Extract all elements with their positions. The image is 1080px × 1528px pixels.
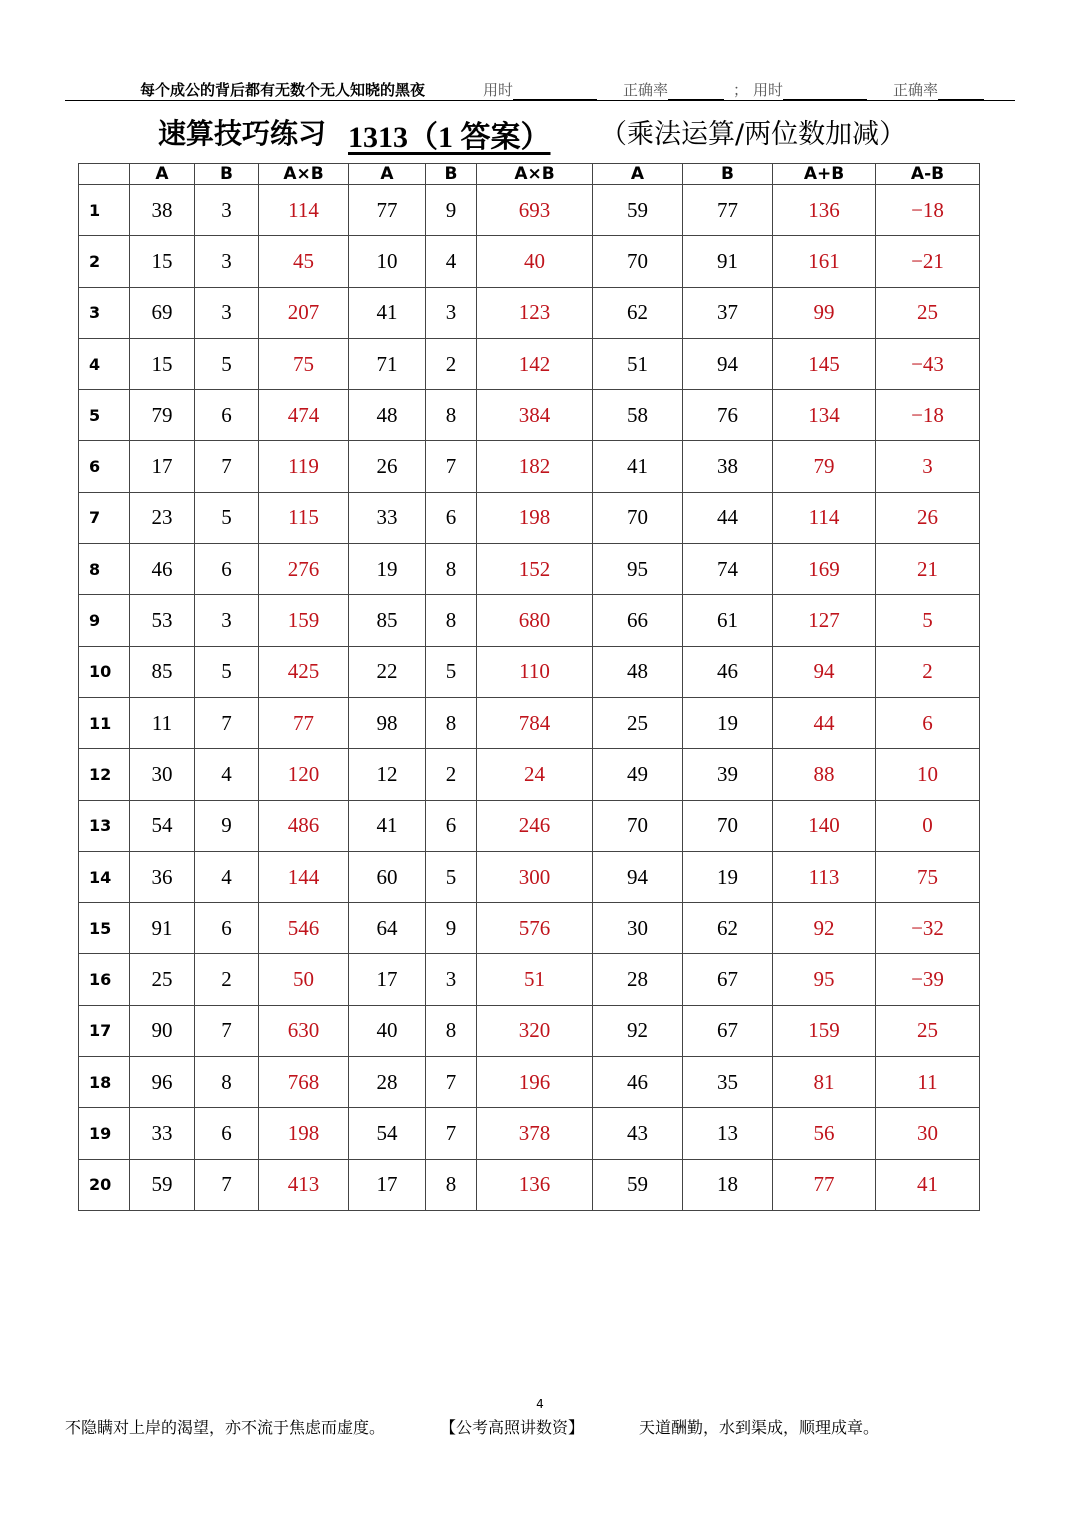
answer-cell: 51	[477, 954, 593, 1005]
answer-cell: 79	[773, 441, 876, 492]
table-row	[79, 236, 980, 287]
operand-cell: 41	[349, 800, 426, 851]
row-index: 8	[79, 544, 130, 595]
row-index: 7	[79, 492, 130, 543]
operand-cell: 51	[593, 338, 683, 389]
table-row	[79, 954, 980, 1005]
operand-cell: 8	[426, 1005, 477, 1056]
answer-cell: 378	[477, 1108, 593, 1159]
operand-cell: 3	[195, 236, 259, 287]
operand-cell: 66	[593, 595, 683, 646]
operand-cell: 12	[349, 749, 426, 800]
time-field-2	[753, 79, 867, 100]
row-index: 16	[79, 954, 130, 1005]
operand-cell: 3	[426, 287, 477, 338]
operand-cell: 48	[349, 390, 426, 441]
operand-cell: 13	[683, 1108, 773, 1159]
answer-cell: 546	[259, 903, 349, 954]
footer-center: 【公考高照讲数资】	[440, 1418, 585, 1437]
answer-cell: 142	[477, 338, 593, 389]
answer-cell: 10	[876, 749, 980, 800]
answer-cell: 115	[259, 492, 349, 543]
operand-cell: 7	[426, 1108, 477, 1159]
answer-cell: 276	[259, 544, 349, 595]
answer-cell: 384	[477, 390, 593, 441]
answer-cell: 152	[477, 544, 593, 595]
operand-cell: 11	[130, 697, 195, 748]
operand-cell: 4	[195, 749, 259, 800]
operand-cell: 94	[593, 851, 683, 902]
column-header: A×B	[259, 164, 349, 185]
row-index: 15	[79, 903, 130, 954]
operand-cell: 7	[195, 697, 259, 748]
operand-cell: 49	[593, 749, 683, 800]
operand-cell: 48	[593, 646, 683, 697]
accuracy-blank-2	[938, 85, 984, 100]
operand-cell: 2	[195, 954, 259, 1005]
time-field-1	[483, 79, 597, 100]
time-label-1: 用时	[483, 81, 514, 99]
answer-cell: 425	[259, 646, 349, 697]
operand-cell: 46	[593, 1057, 683, 1108]
row-index: 10	[79, 646, 130, 697]
answer-cell: 198	[259, 1108, 349, 1159]
operand-cell: 90	[130, 1005, 195, 1056]
table-header-row	[79, 164, 980, 185]
operand-cell: 46	[130, 544, 195, 595]
footer-left: 不隐瞒对上岸的渴望，亦不流于焦虑而虚度。	[65, 1418, 386, 1437]
answer-cell: 474	[259, 390, 349, 441]
table-row	[79, 1108, 980, 1159]
row-index: 6	[79, 441, 130, 492]
answer-cell: 11	[876, 1057, 980, 1108]
answer-cell: 136	[773, 185, 876, 236]
page-title	[0, 110, 1080, 154]
operand-cell: 19	[683, 697, 773, 748]
operand-cell: 46	[683, 646, 773, 697]
operand-cell: 40	[349, 1005, 426, 1056]
operand-cell: 3	[195, 287, 259, 338]
operand-cell: 17	[349, 1159, 426, 1210]
answer-cell: 182	[477, 441, 593, 492]
table-row	[79, 800, 980, 851]
operand-cell: 5	[426, 851, 477, 902]
row-index: 9	[79, 595, 130, 646]
table-row	[79, 338, 980, 389]
answer-cell: 134	[773, 390, 876, 441]
operand-cell: 28	[593, 954, 683, 1005]
operand-cell: 94	[683, 338, 773, 389]
operand-cell: 6	[426, 800, 477, 851]
column-header: A+B	[773, 164, 876, 185]
answer-cell: 161	[773, 236, 876, 287]
accuracy-label-2: 正确率	[893, 81, 939, 99]
operand-cell: 7	[426, 1057, 477, 1108]
footer-right: 天道酬勤，水到渠成，顺理成章。	[639, 1418, 880, 1437]
operand-cell: 61	[683, 595, 773, 646]
answer-cell: 140	[773, 800, 876, 851]
column-header: A-B	[876, 164, 980, 185]
operand-cell: 22	[349, 646, 426, 697]
table-row	[79, 185, 980, 236]
row-index: 17	[79, 1005, 130, 1056]
operand-cell: 69	[130, 287, 195, 338]
table-row	[79, 1159, 980, 1210]
operand-cell: 26	[349, 441, 426, 492]
operand-cell: 9	[426, 903, 477, 954]
answer-cell: 300	[477, 851, 593, 902]
time-blank-1	[513, 85, 597, 100]
answer-cell: 198	[477, 492, 593, 543]
operand-cell: 91	[683, 236, 773, 287]
operand-cell: 35	[683, 1057, 773, 1108]
operand-cell: 96	[130, 1057, 195, 1108]
operand-cell: 7	[426, 441, 477, 492]
column-header	[79, 164, 130, 185]
operand-cell: 30	[593, 903, 683, 954]
table-row	[79, 390, 980, 441]
operand-cell: 15	[130, 236, 195, 287]
operand-cell: 28	[349, 1057, 426, 1108]
operand-cell: 43	[593, 1108, 683, 1159]
answer-cell: 145	[773, 338, 876, 389]
table-row	[79, 287, 980, 338]
row-index: 4	[79, 338, 130, 389]
answer-cell: 24	[477, 749, 593, 800]
table-row	[79, 544, 980, 595]
row-index: 20	[79, 1159, 130, 1210]
operand-cell: 95	[593, 544, 683, 595]
operand-cell: 58	[593, 390, 683, 441]
table-row	[79, 441, 980, 492]
answer-cell: 26	[876, 492, 980, 543]
answer-cell: 99	[773, 287, 876, 338]
page-number: 4	[536, 1397, 544, 1411]
operand-cell: 79	[130, 390, 195, 441]
operand-cell: 5	[426, 646, 477, 697]
row-index: 5	[79, 390, 130, 441]
operand-cell: 77	[349, 185, 426, 236]
operand-cell: 30	[130, 749, 195, 800]
row-index: 3	[79, 287, 130, 338]
answer-cell: 169	[773, 544, 876, 595]
operand-cell: 4	[426, 236, 477, 287]
answer-cell: 40	[477, 236, 593, 287]
operand-cell: 7	[195, 1159, 259, 1210]
table-row	[79, 1057, 980, 1108]
operand-cell: 71	[349, 338, 426, 389]
answer-cell: 95	[773, 954, 876, 1005]
answer-cell: 2	[876, 646, 980, 697]
footer	[65, 1415, 1025, 1439]
row-index: 12	[79, 749, 130, 800]
operand-cell: 10	[349, 236, 426, 287]
operand-cell: 70	[593, 236, 683, 287]
answer-cell: 784	[477, 697, 593, 748]
answer-cell: 159	[259, 595, 349, 646]
row-index: 13	[79, 800, 130, 851]
answer-cell: 123	[477, 287, 593, 338]
column-header: A	[349, 164, 426, 185]
column-header: A	[593, 164, 683, 185]
answer-cell: 680	[477, 595, 593, 646]
operand-cell: 70	[683, 800, 773, 851]
operand-cell: 59	[593, 185, 683, 236]
operand-cell: 41	[593, 441, 683, 492]
operand-cell: 67	[683, 1005, 773, 1056]
answer-cell: 25	[876, 287, 980, 338]
operand-cell: 6	[195, 544, 259, 595]
operand-cell: 9	[426, 185, 477, 236]
table-row	[79, 851, 980, 902]
column-header: A	[130, 164, 195, 185]
answer-cell: 45	[259, 236, 349, 287]
operand-cell: 8	[426, 1159, 477, 1210]
separator: ；	[733, 81, 749, 99]
operand-cell: 62	[683, 903, 773, 954]
row-index: 1	[79, 185, 130, 236]
operand-cell: 6	[195, 1108, 259, 1159]
answer-cell: 196	[477, 1057, 593, 1108]
row-index: 18	[79, 1057, 130, 1108]
operand-cell: 62	[593, 287, 683, 338]
operand-cell: 3	[195, 595, 259, 646]
operand-cell: 39	[683, 749, 773, 800]
answer-cell: 114	[259, 185, 349, 236]
answer-cell: 119	[259, 441, 349, 492]
column-header: B	[195, 164, 259, 185]
operand-cell: 6	[195, 390, 259, 441]
operand-cell: 33	[349, 492, 426, 543]
header-bar	[65, 76, 1015, 101]
answer-cell: 21	[876, 544, 980, 595]
answer-cell: 120	[259, 749, 349, 800]
answer-cell: 413	[259, 1159, 349, 1210]
operand-cell: 98	[349, 697, 426, 748]
operand-cell: 59	[593, 1159, 683, 1210]
accuracy-field-2	[893, 79, 984, 100]
title-number: 1313（1 答案）	[348, 121, 551, 154]
operand-cell: 19	[683, 851, 773, 902]
title-main: 速算技巧练习	[158, 117, 327, 150]
operand-cell: 9	[195, 800, 259, 851]
operand-cell: 15	[130, 338, 195, 389]
operand-cell: 8	[426, 697, 477, 748]
operand-cell: 37	[683, 287, 773, 338]
column-header: B	[426, 164, 477, 185]
operand-cell: 19	[349, 544, 426, 595]
operand-cell: 70	[593, 492, 683, 543]
accuracy-blank-1	[668, 85, 724, 100]
answer-cell: 77	[773, 1159, 876, 1210]
answer-cell: 159	[773, 1005, 876, 1056]
operand-cell: 85	[349, 595, 426, 646]
answer-cell: −18	[876, 390, 980, 441]
operand-cell: 18	[683, 1159, 773, 1210]
operand-cell: 44	[683, 492, 773, 543]
answer-cell: 114	[773, 492, 876, 543]
answer-cell: 94	[773, 646, 876, 697]
answer-cell: 0	[876, 800, 980, 851]
answer-cell: 113	[773, 851, 876, 902]
table-row	[79, 595, 980, 646]
answer-cell: −21	[876, 236, 980, 287]
answer-cell: 576	[477, 903, 593, 954]
operand-cell: 64	[349, 903, 426, 954]
table-row	[79, 749, 980, 800]
answer-cell: −43	[876, 338, 980, 389]
operand-cell: 17	[130, 441, 195, 492]
operand-cell: 2	[426, 749, 477, 800]
row-index: 2	[79, 236, 130, 287]
column-header: A×B	[477, 164, 593, 185]
operand-cell: 7	[195, 441, 259, 492]
operand-cell: 36	[130, 851, 195, 902]
answer-cell: 768	[259, 1057, 349, 1108]
operand-cell: 17	[349, 954, 426, 1005]
answer-cell: 136	[477, 1159, 593, 1210]
operand-cell: 67	[683, 954, 773, 1005]
answer-cell: −39	[876, 954, 980, 1005]
answer-cell: 92	[773, 903, 876, 954]
answer-cell: 81	[773, 1057, 876, 1108]
operand-cell: 74	[683, 544, 773, 595]
operand-cell: 7	[195, 1005, 259, 1056]
operand-cell: 38	[683, 441, 773, 492]
operand-cell: 59	[130, 1159, 195, 1210]
answer-cell: 693	[477, 185, 593, 236]
answer-cell: 630	[259, 1005, 349, 1056]
answer-cell: 25	[876, 1005, 980, 1056]
header-motto: 每个成公的背后都有无数个无人知晓的黑夜	[140, 81, 426, 99]
answer-cell: 207	[259, 287, 349, 338]
operand-cell: 85	[130, 646, 195, 697]
answer-cell: 6	[876, 697, 980, 748]
time-label-2: 用时	[753, 81, 784, 99]
answer-cell: 246	[477, 800, 593, 851]
table-row	[79, 646, 980, 697]
operand-cell: 91	[130, 903, 195, 954]
operand-cell: 6	[195, 903, 259, 954]
table-row	[79, 492, 980, 543]
answer-cell: 144	[259, 851, 349, 902]
operand-cell: 8	[426, 390, 477, 441]
accuracy-label-1: 正确率	[623, 81, 669, 99]
answer-cell: 3	[876, 441, 980, 492]
answer-cell: 41	[876, 1159, 980, 1210]
operand-cell: 60	[349, 851, 426, 902]
operand-cell: 8	[195, 1057, 259, 1108]
answer-cell: 50	[259, 954, 349, 1005]
answer-cell: 127	[773, 595, 876, 646]
operand-cell: 54	[130, 800, 195, 851]
operand-cell: 70	[593, 800, 683, 851]
operand-cell: 41	[349, 287, 426, 338]
operand-cell: 53	[130, 595, 195, 646]
operand-cell: 77	[683, 185, 773, 236]
answer-cell: 88	[773, 749, 876, 800]
operand-cell: 92	[593, 1005, 683, 1056]
operand-cell: 4	[195, 851, 259, 902]
accuracy-field-1	[623, 79, 724, 100]
operand-cell: 8	[426, 544, 477, 595]
table-row	[79, 697, 980, 748]
answer-cell: 56	[773, 1108, 876, 1159]
table-row	[79, 903, 980, 954]
answer-cell: 320	[477, 1005, 593, 1056]
operand-cell: 5	[195, 492, 259, 543]
answer-cell: 30	[876, 1108, 980, 1159]
operand-cell: 3	[426, 954, 477, 1005]
operand-cell: 2	[426, 338, 477, 389]
answer-cell: 110	[477, 646, 593, 697]
answer-cell: 486	[259, 800, 349, 851]
operand-cell: 5	[195, 646, 259, 697]
operand-cell: 5	[195, 338, 259, 389]
title-subtitle: （乘法运算/两位数加减）	[600, 119, 907, 150]
row-index: 19	[79, 1108, 130, 1159]
operand-cell: 54	[349, 1108, 426, 1159]
operand-cell: 33	[130, 1108, 195, 1159]
column-header: B	[683, 164, 773, 185]
answer-cell: 77	[259, 697, 349, 748]
operand-cell: 25	[130, 954, 195, 1005]
answer-cell: 75	[259, 338, 349, 389]
time-blank-2	[783, 85, 867, 100]
operand-cell: 6	[426, 492, 477, 543]
answer-cell: −32	[876, 903, 980, 954]
row-index: 14	[79, 851, 130, 902]
operand-cell: 23	[130, 492, 195, 543]
answer-cell: −18	[876, 185, 980, 236]
operand-cell: 25	[593, 697, 683, 748]
operand-cell: 3	[195, 185, 259, 236]
answer-cell: 5	[876, 595, 980, 646]
row-index: 11	[79, 697, 130, 748]
operand-cell: 38	[130, 185, 195, 236]
answer-cell: 75	[876, 851, 980, 902]
operand-cell: 8	[426, 595, 477, 646]
operand-cell: 76	[683, 390, 773, 441]
table-row	[79, 1005, 980, 1056]
practice-table	[78, 163, 980, 1211]
answer-cell: 44	[773, 697, 876, 748]
